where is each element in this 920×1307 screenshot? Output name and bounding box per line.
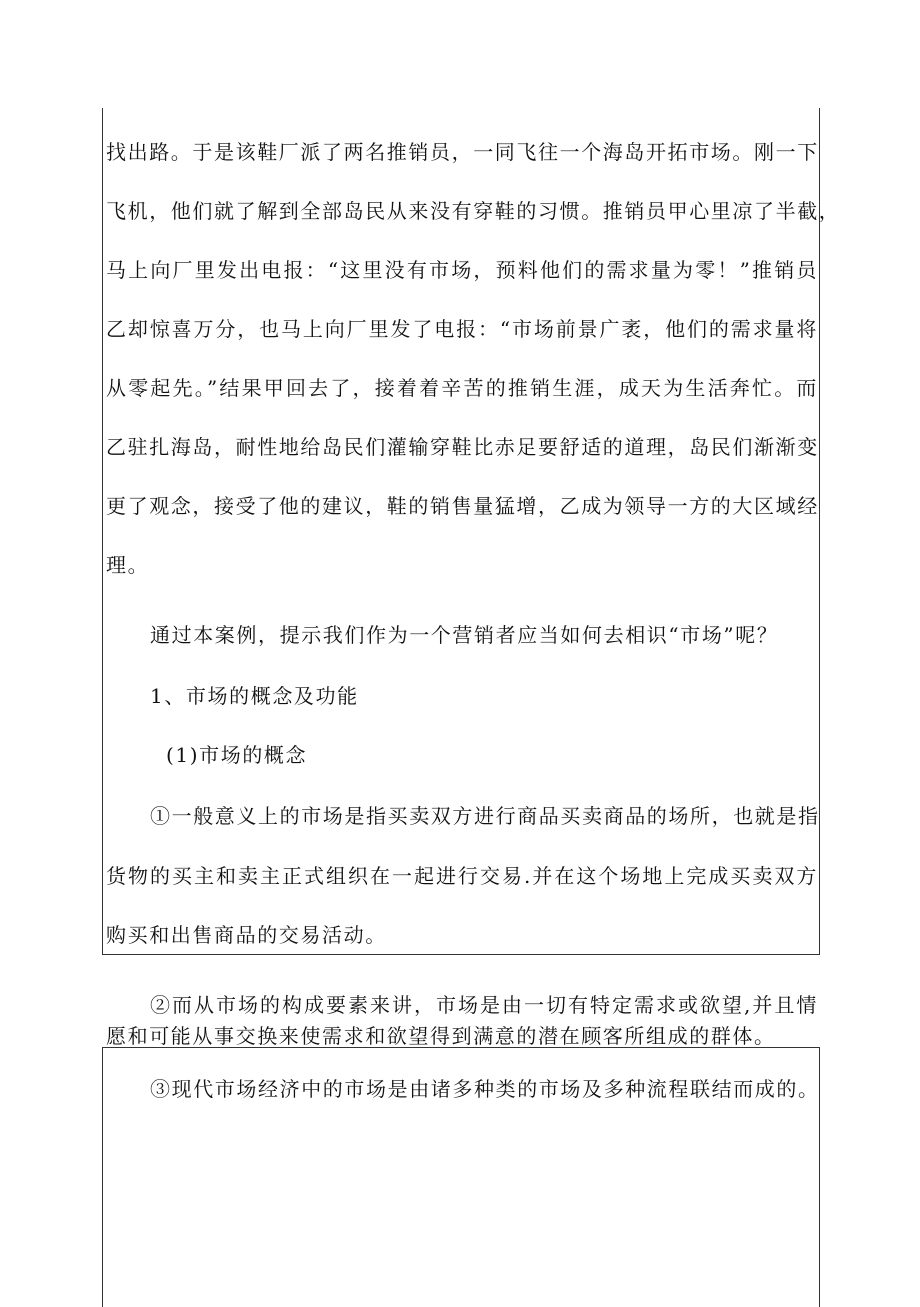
case-line-2: 飞机，他们就了解到全部岛民从来没有穿鞋的习惯。推销员甲心里凉了半截， xyxy=(106,199,841,223)
subsection-heading: (1)市场的概念 xyxy=(166,743,308,767)
case-line-7: 更了观念，接受了他的建议，鞋的销售量猛增，乙成为领导一方的大区域经 xyxy=(106,494,819,518)
definition-3-line-1: ③现代市场经济中的市场是由诸多种类的市场及多种流程联结而成的。 xyxy=(150,1077,820,1101)
definition-1-line-3: 购买和出售商品的交易活动。 xyxy=(106,923,387,947)
case-line-3: 马上向厂里发出电报：“这里没有市场，预料他们的需求量为零！”推销员 xyxy=(106,258,818,282)
case-line-1: 找出路。于是该鞋厂派了两名推销员，一同飞往一个海岛开拓市场。刚一下 xyxy=(106,140,819,164)
case-line-5: 从零起先。”结果甲回去了，接着着辛苦的推销生涯，成天为生活奔忙。而 xyxy=(106,376,818,400)
section-heading: 1、市场的概念及功能 xyxy=(150,684,359,708)
case-line-8: 理。 xyxy=(106,553,150,577)
definition-1-line-2: 货物的买主和卖主正式组织在一起进行交易.并在这个场地上完成买卖双方 xyxy=(106,864,818,888)
question-text: 通过本案例，提示我们作为一个营销者应当如何去相识“市场”呢？ xyxy=(150,623,779,647)
case-line-4: 乙却惊喜万分，也马上向厂里发了电报：“市场前景广袤，他们的需求量将 xyxy=(106,317,818,341)
case-line-6: 乙驻扎海岛，耐性地给岛民们灌输穿鞋比赤足要舒适的道理，岛民们渐渐变 xyxy=(106,435,819,459)
definition-2-line-2: 愿和可能从事交换来使需求和欲望得到满意的潜在顾客所组成的群体。 xyxy=(106,1024,776,1048)
definition-1-line-1: ①一般意义上的市场是指买卖双方进行商品买卖商品的场所，也就是指 xyxy=(150,804,820,828)
definition-2-line-1: ②而从市场的构成要素来讲，市场是由一切有特定需求或欲望,并且情 xyxy=(150,993,818,1017)
